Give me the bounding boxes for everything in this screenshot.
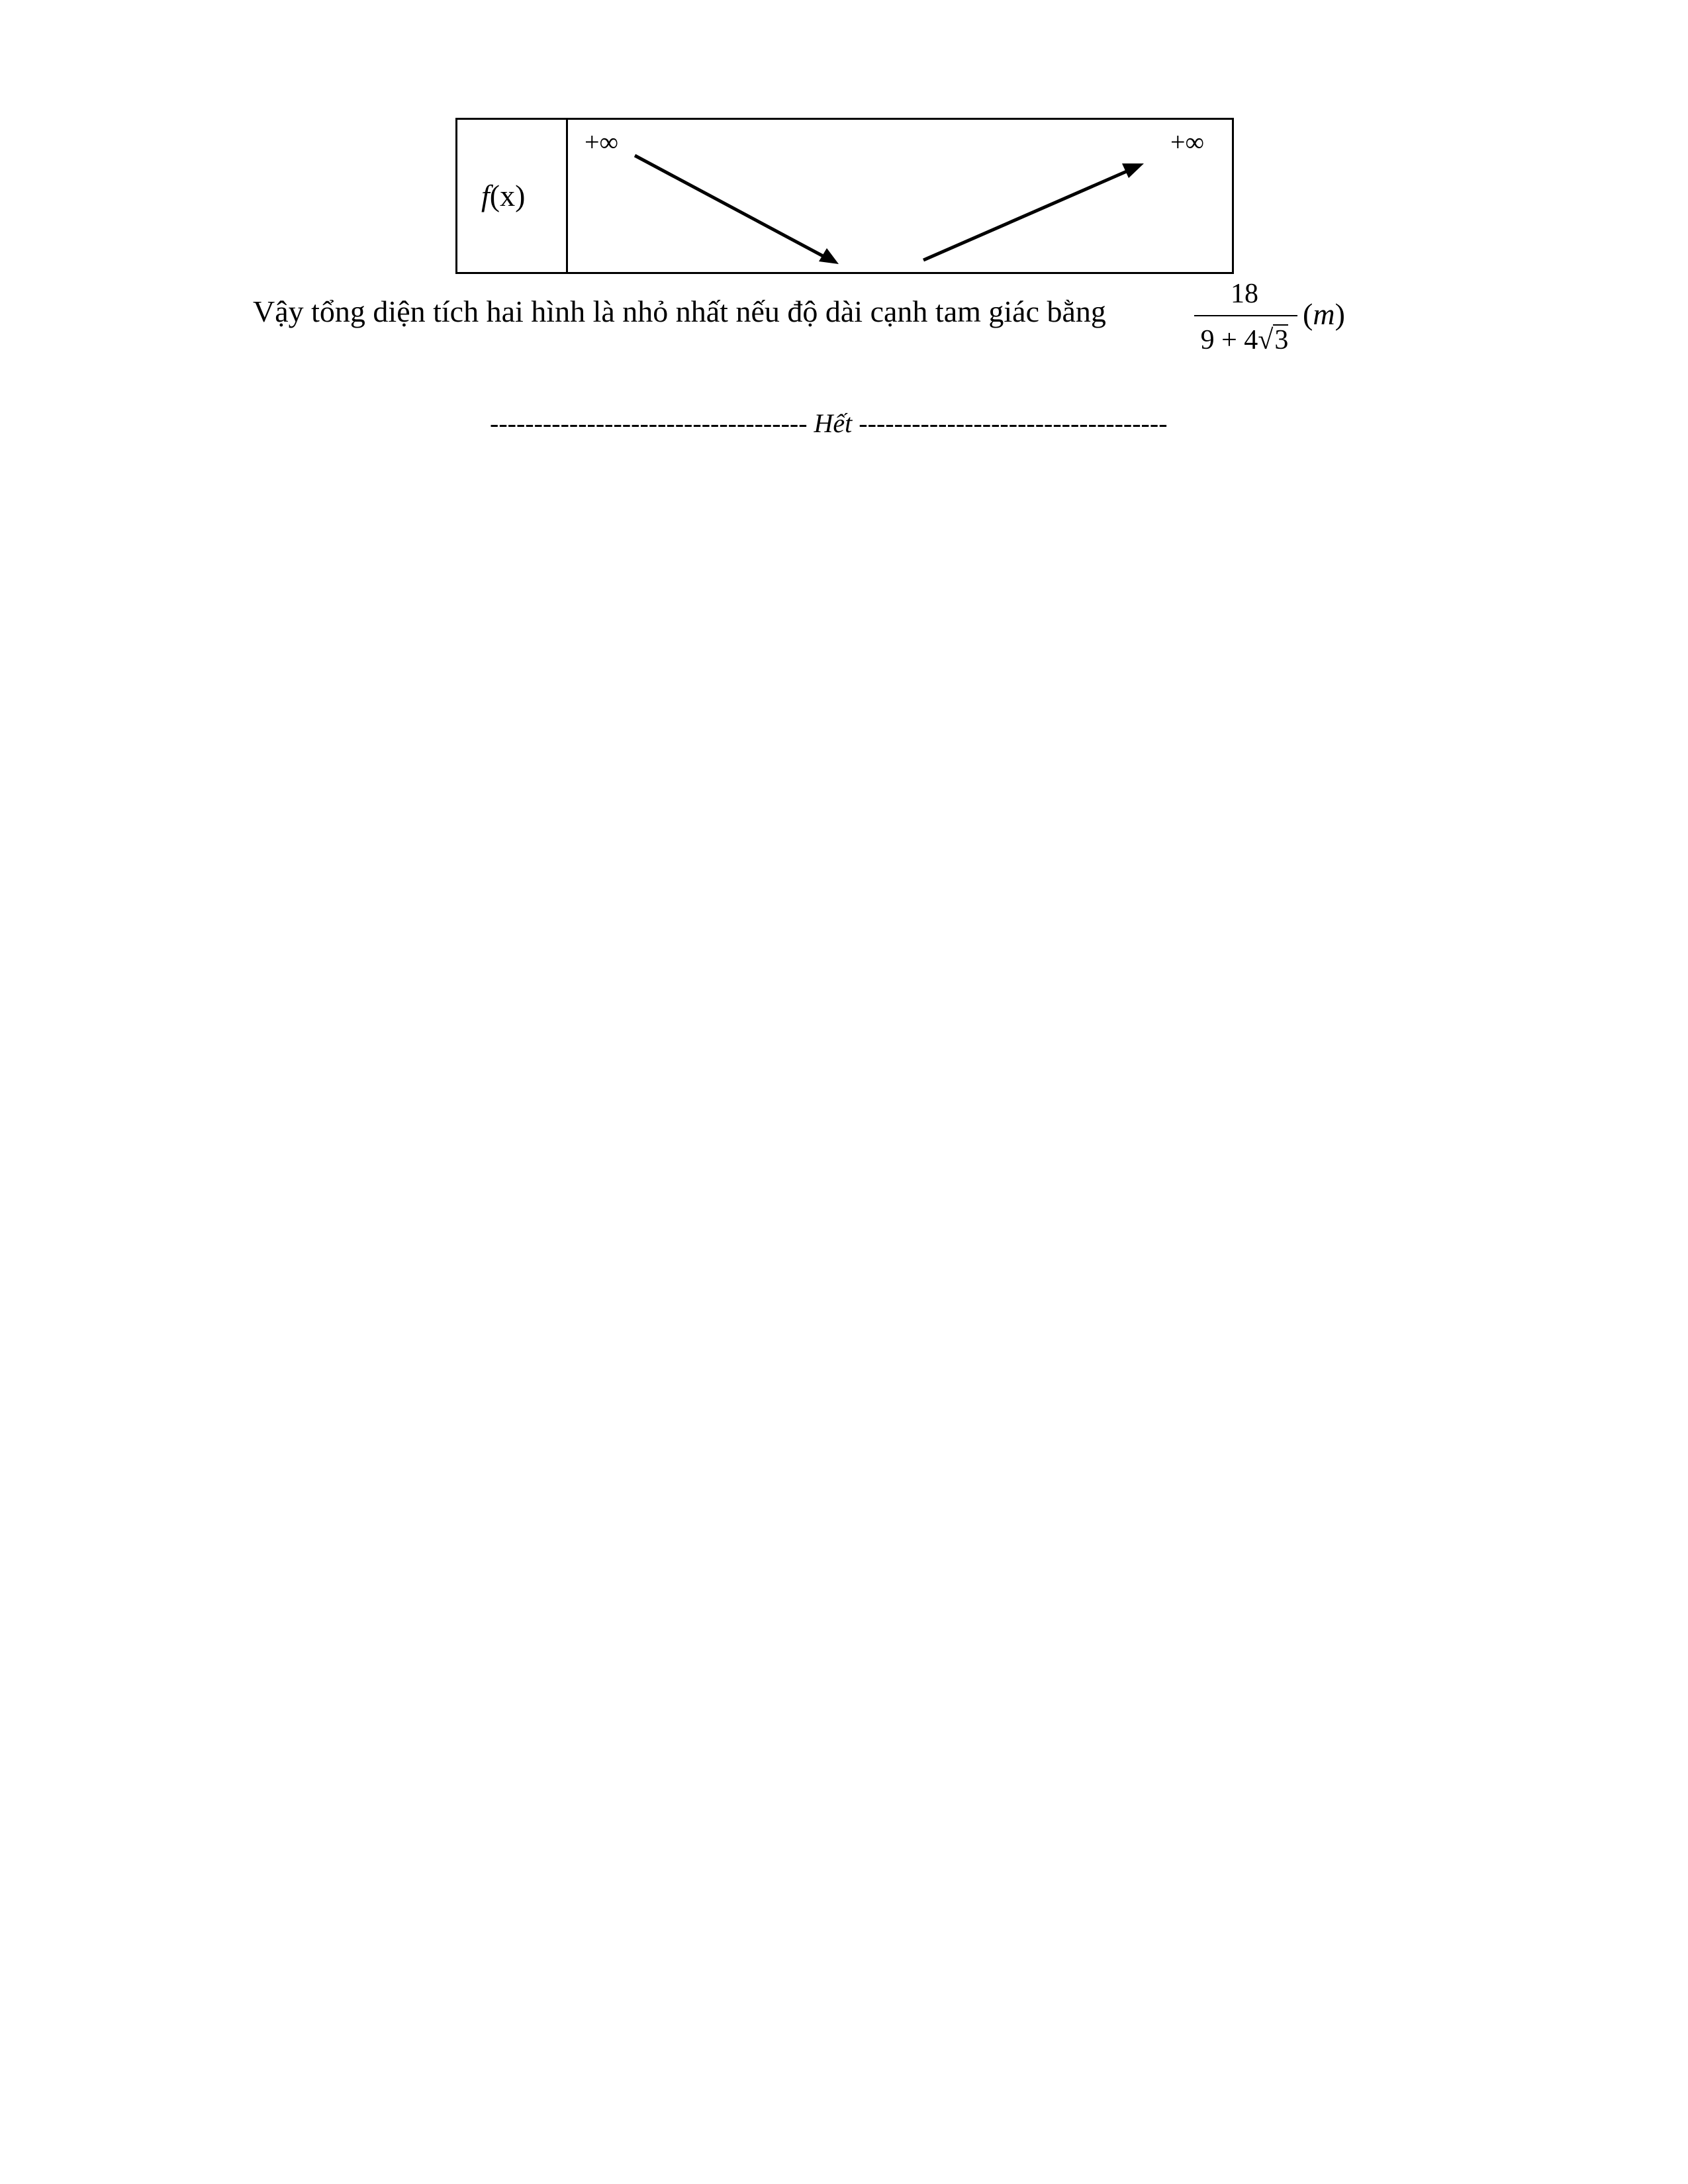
left-limit-value: +∞ [585, 127, 619, 157]
fx-function-name: f [481, 179, 490, 212]
end-dashes-right: ----------------------------------- [859, 408, 1168, 438]
unit-label [1303, 296, 1345, 332]
end-marker [490, 408, 1168, 439]
increasing-arrow [923, 163, 1144, 260]
fx-argument: (x) [489, 179, 526, 212]
sqrt-radicand: 3 [1274, 325, 1289, 355]
fraction-numerator: 18 [1231, 279, 1258, 309]
unit-close-paren: ) [1335, 297, 1345, 331]
end-dashes-left: ------------------------------------ [490, 408, 808, 438]
variation-arrows [457, 120, 1232, 272]
unit-open-paren: ( [1303, 297, 1313, 331]
decreasing-arrow [635, 156, 839, 264]
end-word: Hết [814, 408, 853, 438]
variation-table [455, 118, 1234, 274]
fraction-bar [1194, 315, 1297, 316]
right-limit-value: +∞ [1170, 127, 1205, 157]
denominator-prefix: 9 + 4 [1200, 325, 1258, 355]
unit-variable: m [1313, 297, 1335, 331]
conclusion-text: Vậy tổng diện tích hai hình là nhỏ nhất nếu độ dài cạnh tam giác bằng [253, 295, 1106, 328]
sqrt-symbol: √ [1258, 325, 1274, 355]
side-length-fraction [1192, 278, 1297, 364]
fraction-denominator [1192, 324, 1297, 356]
